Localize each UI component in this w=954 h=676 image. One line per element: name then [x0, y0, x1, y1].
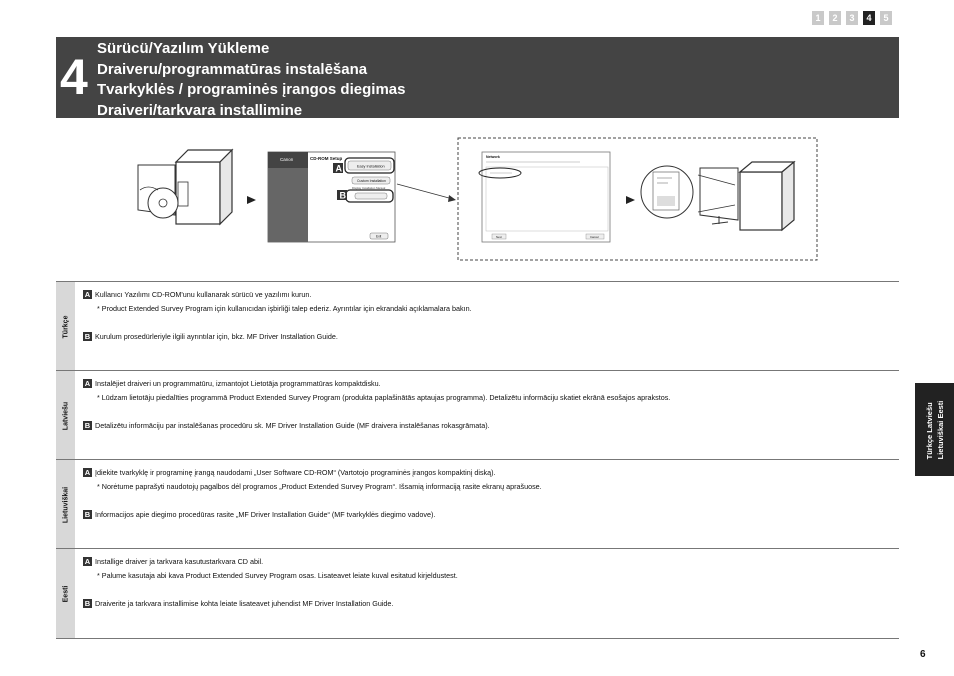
item-b-text: Kurulum prosedürleriyle ilgili ayrıntılar için, bkz. MF Driver Installation Guide. [95, 332, 338, 341]
callout-b: B [339, 190, 346, 201]
dialog-title: Network [486, 155, 500, 159]
lang-label-cell [56, 549, 75, 639]
brand-logo: Canon [280, 157, 294, 162]
step-3: 3 [846, 11, 858, 25]
lang-label-cell [56, 371, 75, 460]
easy-installation-button: Easy Installation [357, 164, 385, 169]
step-2: 2 [829, 11, 841, 25]
lang-label: Latviešu [62, 401, 69, 430]
page-number: 6 [920, 649, 926, 660]
item-note: * Lūdzam lietotāju piedalīties programmā Product Extended Survey Program (produkta paplašinātās aptaujas programma). Detalizētu informāciju skatiet ekrānā esošajos aprakstos. [97, 393, 671, 402]
side-tab-line-1: Türkçe Latviešu [924, 401, 934, 459]
bottom-rule [56, 638, 899, 639]
section-lithuanian [56, 459, 899, 549]
lang-label: Türkçe [62, 315, 69, 338]
callout-a: A [335, 163, 342, 174]
item-note: * Product Extended Survey Program için kullanıcıdan işbirliği talep ederiz. Ayrıntılar için ekrandaki açıklamalara bakın. [97, 304, 472, 313]
title-lithuanian: Tvarkyklės / programinės įrangos diegimas [97, 81, 406, 98]
exit-button: Exit [376, 234, 382, 239]
dialog-next-button: Next [496, 235, 502, 239]
item-b-text: Informacijos apie diegimo procedūras rasite „MF Driver Installation Guide“ (MF tvarkyklės diegimo vadove). [95, 510, 436, 519]
item-a-text: Įdiekite tvarkyklę ir programinę įrangą naudodami „User Software CD-ROM“ (Vartotojo programinės įrangos kompaktinį diską). [95, 468, 496, 477]
badge-a: A [84, 290, 91, 299]
step-number: 4 [60, 49, 88, 105]
item-a-text: Installige draiver ja tarkvara kasutustarkvara CD abil. [95, 557, 264, 566]
language-side-tab [915, 383, 954, 476]
section-estonian [56, 548, 899, 639]
setup-window-title: CD-ROM Setup [310, 156, 343, 161]
item-b-text: Detalizētu informāciju par instalēšanas procedūru sk. MF Driver Installation Guide (MF draivera instalēšanas rokasgrāmata). [95, 421, 490, 430]
pointer-arrowhead [448, 195, 456, 202]
completion-illustration [641, 162, 794, 230]
setup-screen-illustration [268, 152, 395, 242]
lang-label-cell [56, 282, 75, 371]
section-latvian [56, 370, 899, 460]
item-a [83, 290, 311, 299]
section-turkish [56, 281, 899, 371]
item-b [83, 421, 490, 430]
badge-a: A [84, 379, 91, 388]
step-1: 1 [812, 11, 824, 25]
badge-b: B [84, 599, 91, 608]
item-a-text: Kullanıcı Yazılımı CD-ROM'unu kullanarak sürücü ve yazılımı kurun. [95, 290, 312, 299]
item-b [83, 332, 338, 341]
title-latvian: Draiveru/programmatūras instalēšana [97, 60, 368, 78]
installation-manual-label: Display Installation Manual [352, 186, 386, 190]
title-turkish: Sürücü/Yazılım Yükleme [97, 40, 270, 57]
step-4-active: 4 [863, 11, 875, 25]
item-a [83, 557, 263, 566]
badge-b: B [84, 332, 91, 341]
item-b-text: Draiverite ja tarkvara installimise kohta leiate lisateavet juhendist MF Driver Installation Guide. [95, 599, 394, 608]
item-a-text: Instalējiet draiveri un programmatūru, izmantojot Lietotāja programmatūras kompaktdisku. [95, 379, 381, 388]
arrow-right-icon [247, 196, 256, 204]
badge-a: A [84, 468, 91, 477]
custom-installation-button: Custom Installation [357, 179, 386, 183]
dialog-cancel-button: Cancel [590, 235, 599, 239]
step-5: 5 [880, 11, 892, 25]
lang-label: Eesti [62, 585, 69, 603]
badge-b: B [84, 510, 91, 519]
network-dialog-illustration [479, 152, 610, 242]
lang-label: Lietuviškai [62, 486, 69, 523]
item-a [83, 468, 496, 477]
side-tab-line-2: Lietuviškai Eesti [935, 400, 945, 459]
side-tab-text [924, 400, 946, 459]
item-note: * Norėtume paprašyti naudotojų pagalbos dėl programos „Product Extended Survey Program“. Išsamią informaciją rasite ekranų aprašuose. [97, 482, 542, 491]
cd-insert-illustration [138, 150, 232, 224]
item-b [83, 510, 435, 519]
arrow-right-icon [626, 196, 635, 204]
item-a [83, 379, 381, 388]
lang-label-cell [56, 460, 75, 549]
item-b [83, 599, 393, 608]
title-estonian: Draiveri/tarkvara installimine [97, 101, 303, 119]
badge-a: A [84, 557, 91, 566]
pointer-line [397, 184, 449, 198]
item-note: * Palume kasutaja abi kava Product Extended Survey Program osas. Lisateavet leiate kuval esitatud kirjeldustest. [97, 571, 458, 580]
badge-b: B [84, 421, 91, 430]
